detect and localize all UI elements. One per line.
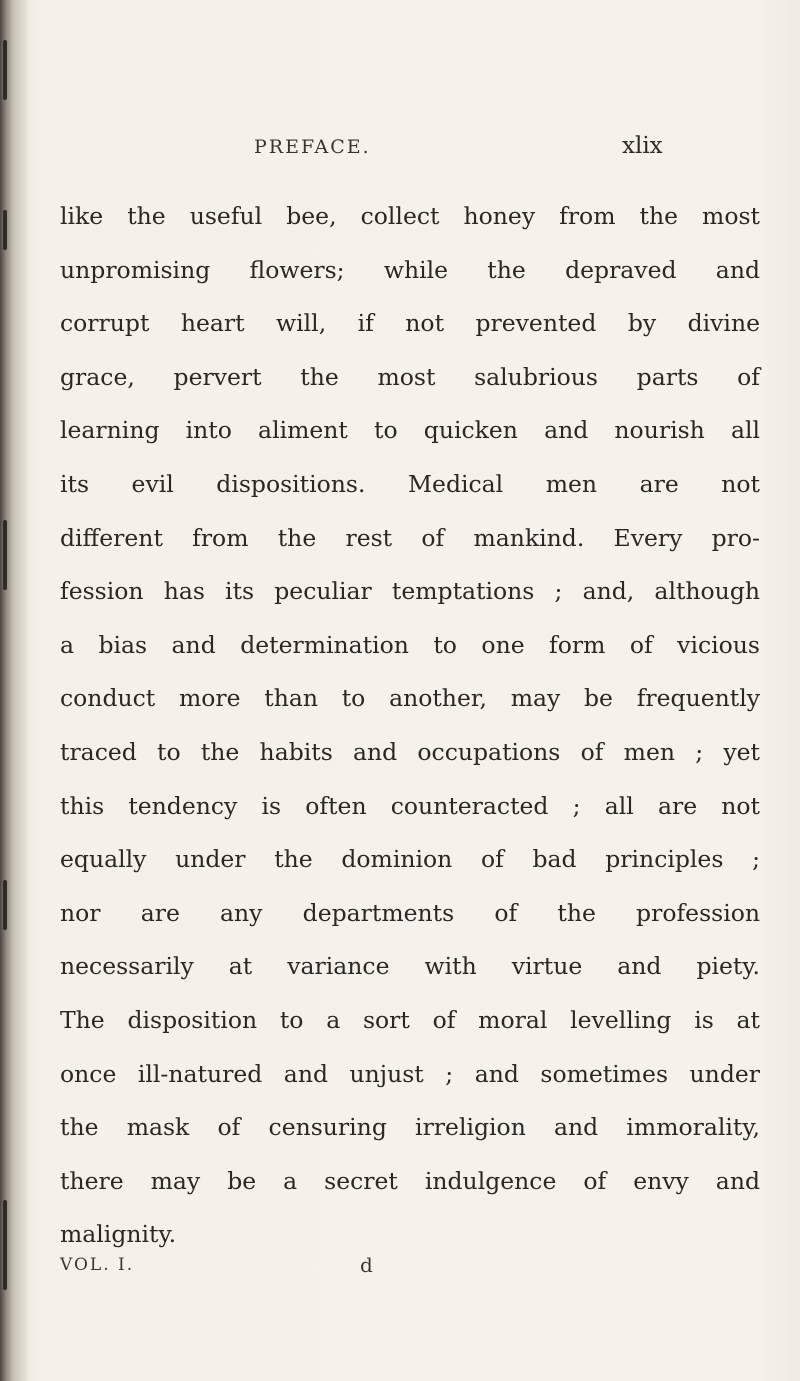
text-line: there may be a secret indulgence of envy and [60,1166,760,1195]
page-number: xlix [622,133,663,159]
text-line: different from the rest of mankind. Every pro- [60,523,760,552]
text-line: its evil dispositions. Medical men are not [60,469,760,498]
binding-mark [3,40,7,100]
text-line: conduct more than to another, may be frequently [60,684,760,713]
running-head-title: PREFACE. [254,136,371,158]
signature-mark: d [360,1253,373,1277]
text-line: corrupt heart will, if not prevented by divine [60,309,760,338]
binding-mark [3,1200,7,1290]
text-line: The disposition to a sort of moral levelling is at [60,1005,760,1034]
text-line: traced to the habits and occupations of men ; yet [60,737,760,766]
text-line: equally under the dominion of bad principles ; [60,845,760,874]
text-line: necessarily at variance with virtue and piety. [60,952,760,981]
binding-mark [3,520,7,590]
binding-edge [0,0,30,1381]
binding-mark [3,210,7,250]
text-line: learning into aliment to quicken and nourish all [60,416,760,445]
text-line: a bias and determination to one form of vicious [60,630,760,659]
text-line: the mask of censuring irreligion and immorality, [60,1113,760,1142]
text-line: once ill-natured and unjust ; and sometimes under [60,1059,760,1088]
volume-mark: VOL. I. [60,1255,135,1275]
text-line: nor are any departments of the profession [60,898,760,927]
text-line: grace, pervert the most salubrious parts of [60,362,760,391]
running-head [60,133,800,166]
text-line: malignity. [60,1220,177,1249]
text-line: unpromising flowers; while the depraved and [60,255,760,284]
text-line: fession has its peculiar temptations ; and, although [60,577,760,606]
body-text [60,190,760,1262]
binding-mark [3,880,7,930]
page-footer [60,1255,760,1285]
text-line: like the useful bee, collect honey from the most [60,202,760,230]
text-line: this tendency is often counteracted ; all are not [60,791,760,820]
